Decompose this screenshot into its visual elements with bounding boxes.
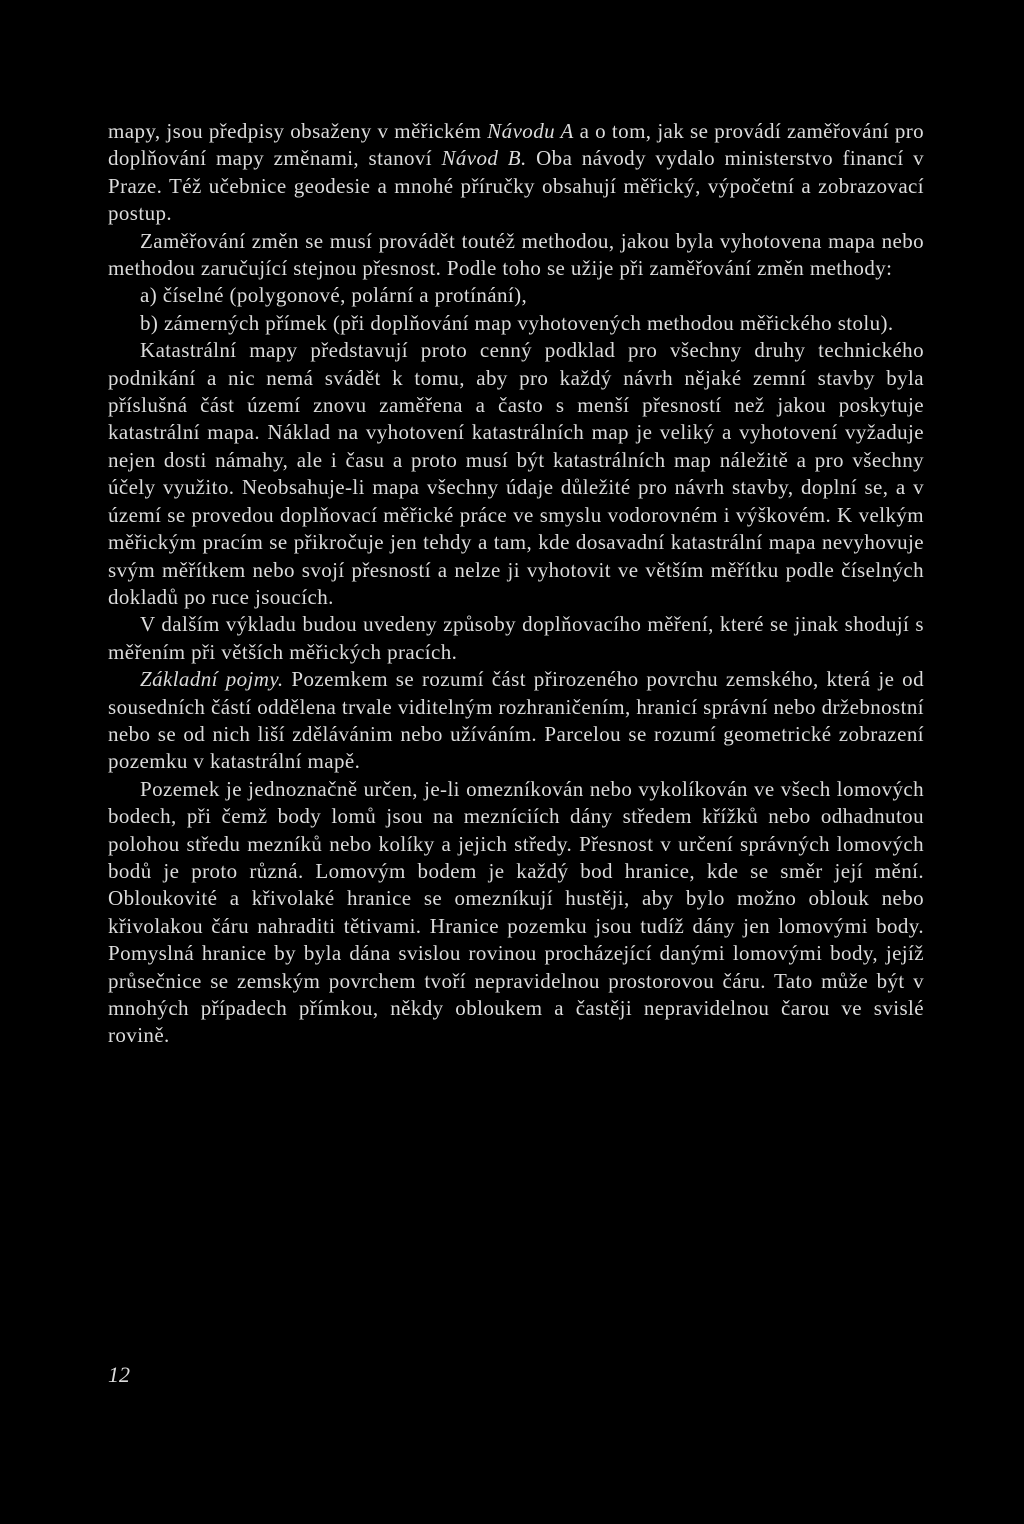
paragraph-4: V dalším výkladu budou uvedeny způsoby doplňovacího měření, které se jinak shodují s měřením při větších měřických pracích. [108,612,924,664]
paragraph-text: Pozemkem se rozumí část přirozeného povrchu zemského, která je od sousedních částí oddělena trvale viditelným rozhraničením, hranicí správní nebo držebnostní nebo se od nich liší zdělávánim nebo užíváním. Parcelou se rozumí geometrické zobrazení pozemku v katastrální mapě. [108,667,924,774]
page-text [108,118,924,1050]
paragraph-2: Zaměřování změn se musí provádět toutéž methodou, jakou byla vyhotovena mapa nebo methodou zaručující stejnou přesnost. Podle toho se užije při zaměřování změn methody: [108,228,924,281]
paragraph-text: a o tom, jak se provádí zaměřování pro doplňování mapy změnami, stanoví [108,119,925,171]
italic-reference: Návodu A [487,119,574,143]
paragraph-text: mapy, jsou předpisy obsaženy v měřickém [108,119,488,143]
page-number: 12 [108,1362,130,1387]
italic-reference: Návod B. [441,146,527,171]
section-heading: Základní pojmy. [140,667,284,692]
list-item-a: a) číselné (polygonové, polární a protínání), [140,283,528,308]
paragraph-5 [108,666,924,776]
paragraph-6: Pozemek je jednoznačně určen, je-li omezníkován nebo vykolíkován ve všech lomových bodech, při čemž body lomů jsou na mezníciích dány středem křížků nebo odhadnutou polohou středu mezníků nebo kolíky a jejich středy. Přesnost v určení správných lomových bodů je proto různá. Lomovým bodem je každý bod hranice, kde se směr její mění. Obloukovité a křivolaké hranice se omezníkují hustěji, aby bylo možno oblouk nebo křivolakou čáru nahraditi tětivami. Hranice pozemku jsou tudíž dány jen lomovými body. Pomyslná hranice by byla dána svislou rovinou procházející danými lomovými body, jejíž průsečnice se zemským povrchem tvoří nepravidelnou prostorovou čáru. Tato může být v mnohých případech přímkou, někdy obloukem a častěji nepravidelnou čarou ve svislé rovině. [108,776,924,1048]
paragraph-3: Katastrální mapy představují proto cenný podklad pro všechny druhy technického podnikání a nic nemá svádět k tomu, aby pro každý návrh nějaké zemní stavby byla příslušná část území znovu zaměřena a často s menší přesností než jakou poskytuje katastrální mapa. Náklad na vyhotovení katastrálních map je veliký a vyhotovení vyžaduje nejen dosti námahy, ale i času a proto musí být katastrálních map náležitě a pro všechny účely využito. Neobsahuje-li mapa všechny údaje důležité pro návrh stavby, doplní se, a v území se provedou doplňovací měřické práce ve smyslu vodorovném i výškovém. K velkým měřickým pracím se přikročuje jen tehdy a tam, kde dosavadní katastrální mapa nevyhovuje svým měřítkem nebo svojí přesností a nelze ji vyhotovit ve větším měřítku podle číselných dokladů po ruce jsoucích. [108,338,924,609]
paragraph-text: Oba návody vydalo ministerstvo financí v Praze. Též učebnice geodesie a mnohé příručky obsahují měřický, výpočetní a zobrazovací postup. [108,146,924,226]
list-item-b: b) zámerných přímek (při doplňování map vyhotovených methodou měřického stolu). [140,310,894,335]
paragraph-1 [108,118,924,228]
